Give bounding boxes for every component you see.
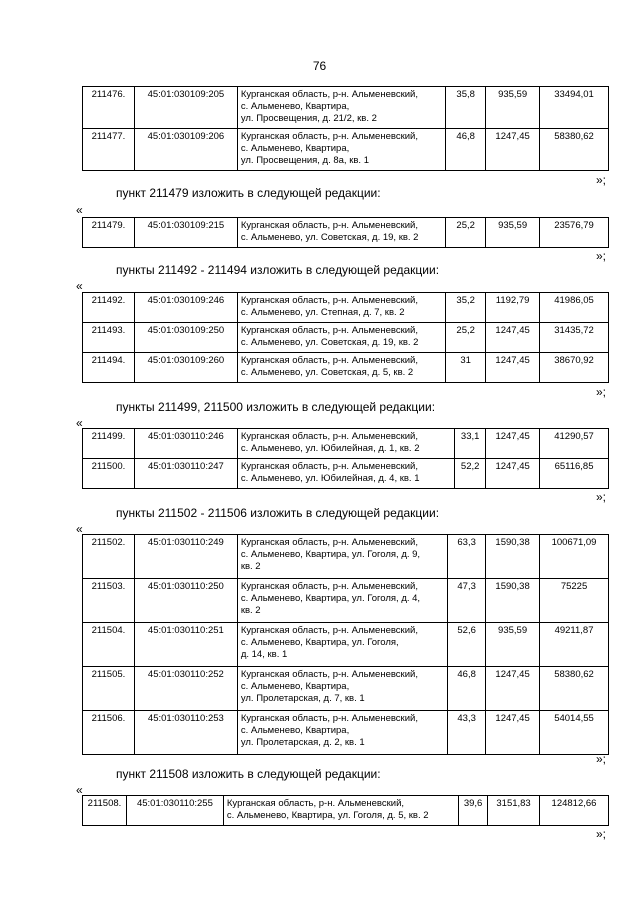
- row-number: 211506.: [83, 711, 135, 755]
- price-cell: 3151,83: [488, 796, 540, 826]
- row-number: 211505.: [83, 667, 135, 711]
- amendment-instruction: пункты 211502 - 211506 изложить в следующей редакции:: [116, 506, 440, 520]
- address-line: Курганская область, р-н. Альменевский,: [240, 355, 418, 366]
- table-row: [83, 459, 609, 489]
- table-row: [83, 667, 609, 711]
- address-line: Курганская область, р-н. Альменевский,: [226, 798, 405, 809]
- table-row: [83, 353, 609, 383]
- row-number: 211492.: [83, 293, 135, 323]
- price-cell: 1247,45: [486, 711, 540, 755]
- address-line: Курганская область, р-н. Альменевский,: [240, 625, 418, 636]
- address-line: с. Альменево, ул. Юбилейная, д. 4, кв. 1: [240, 473, 420, 484]
- row-number: 211477.: [83, 129, 135, 171]
- price-cell: 1247,45: [486, 129, 540, 171]
- cadastral-number: 45:01:030109:246: [134, 293, 237, 323]
- address-line: с. Альменево, Квартира, ул. Гоголя, д. 9,: [240, 549, 421, 560]
- price-cell: 935,59: [486, 218, 540, 248]
- address-line: с. Альменево, Квартира,: [240, 681, 350, 692]
- area-cell: 43,3: [448, 711, 486, 755]
- closing-quote: »;: [596, 249, 607, 263]
- cadastral-number: 45:01:030110:247: [134, 459, 237, 489]
- cadastral-number: 45:01:030110:250: [134, 579, 237, 623]
- address-line: кв. 2: [240, 561, 261, 572]
- total-cell: 41290,57: [540, 429, 609, 459]
- address-cell: [237, 87, 445, 129]
- address-line: ул. Пролетарская, д. 7, кв. 1: [240, 693, 365, 704]
- address-cell: [223, 796, 458, 826]
- row-number: 211479.: [83, 218, 135, 248]
- address-line: с. Альменево, Квартира,: [240, 143, 350, 154]
- address-cell: [237, 623, 447, 667]
- area-cell: 39,6: [459, 796, 488, 826]
- address-line: с. Альменево, Квартира,: [240, 725, 350, 736]
- price-cell: 1247,45: [486, 323, 540, 353]
- address-line: с. Альменево, Квартира, ул. Гоголя, д. 4,: [240, 593, 421, 604]
- area-cell: 31: [446, 353, 486, 383]
- cadastral-number: 45:01:030110:252: [134, 667, 237, 711]
- table-row: [83, 293, 609, 323]
- address-cell: [237, 129, 445, 171]
- row-number: 211504.: [83, 623, 135, 667]
- price-cell: 935,59: [486, 87, 540, 129]
- registry-table: [82, 292, 609, 383]
- address-line: Курганская область, р-н. Альменевский,: [240, 325, 418, 336]
- table-row: [83, 711, 609, 755]
- area-cell: 33,1: [455, 429, 486, 459]
- price-cell: 1247,45: [486, 459, 540, 489]
- table-row: [83, 323, 609, 353]
- address-line: Курганская область, р-н. Альменевский,: [240, 89, 418, 100]
- closing-quote: »;: [596, 385, 607, 399]
- total-cell: 58380,62: [540, 667, 609, 711]
- address-cell: [237, 429, 454, 459]
- table-row: [83, 535, 609, 579]
- closing-quote: »;: [596, 173, 607, 187]
- closing-quote: »;: [596, 752, 607, 766]
- area-cell: 52,6: [448, 623, 486, 667]
- address-cell: [237, 667, 447, 711]
- address-line: с. Альменево, Квартира, ул. Гоголя,: [240, 637, 399, 648]
- address-line: Курганская область, р-н. Альменевский,: [240, 295, 418, 306]
- price-cell: 1590,38: [486, 535, 540, 579]
- total-cell: 100671,09: [540, 535, 609, 579]
- address-line: д. 14, кв. 1: [240, 649, 288, 660]
- registry-table: [82, 428, 609, 489]
- address-line: с. Альменево, Квартира,: [240, 101, 350, 112]
- cadastral-number: 45:01:030109:205: [134, 87, 237, 129]
- total-cell: 75225: [540, 579, 609, 623]
- row-number: 211476.: [83, 87, 135, 129]
- cadastral-number: 45:01:030110:253: [134, 711, 237, 755]
- closing-quote: »;: [596, 827, 607, 841]
- address-cell: [237, 459, 454, 489]
- table-row: [83, 429, 609, 459]
- address-cell: [237, 353, 445, 383]
- row-number: 211499.: [83, 429, 135, 459]
- amendment-instruction: пункты 211492 - 211494 изложить в следующей редакции:: [116, 263, 440, 277]
- address-line: ул. Пролетарская, д. 2, кв. 1: [240, 737, 365, 748]
- address-line: Курганская область, р-н. Альменевский,: [240, 461, 418, 472]
- area-cell: 52,2: [455, 459, 486, 489]
- cadastral-number: 45:01:030109:250: [134, 323, 237, 353]
- page-number: 76: [312, 59, 327, 73]
- cadastral-number: 45:01:030109:215: [134, 218, 237, 248]
- address-line: с. Альменево, ул. Советская, д. 5, кв. 2: [240, 367, 414, 378]
- total-cell: 38670,92: [540, 353, 609, 383]
- total-cell: 49211,87: [540, 623, 609, 667]
- price-cell: 1192,79: [486, 293, 540, 323]
- address-cell: [237, 535, 447, 579]
- address-line: Курганская область, р-н. Альменевский,: [240, 220, 418, 231]
- address-line: Курганская область, р-н. Альменевский,: [240, 431, 418, 442]
- area-cell: 35,2: [446, 293, 486, 323]
- amendment-instruction: пункт 211479 изложить в следующей редакции:: [116, 186, 381, 200]
- registry-table: [82, 534, 609, 755]
- cadastral-number: 45:01:030110:249: [134, 535, 237, 579]
- address-cell: [237, 218, 445, 248]
- total-cell: 124812,66: [540, 796, 609, 826]
- total-cell: 23576,79: [540, 218, 609, 248]
- area-cell: 46,8: [446, 129, 486, 171]
- address-line: с. Альменево, ул. Степная, д. 7, кв. 2: [240, 307, 405, 318]
- total-cell: 33494,01: [540, 87, 609, 129]
- price-cell: 1247,45: [486, 353, 540, 383]
- price-cell: 1247,45: [486, 429, 540, 459]
- price-cell: 1247,45: [486, 667, 540, 711]
- table-row: [83, 218, 609, 248]
- cadastral-number: 45:01:030109:260: [134, 353, 237, 383]
- address-line: с. Альменево, ул. Советская, д. 19, кв. 2: [240, 337, 419, 348]
- area-cell: 47,3: [448, 579, 486, 623]
- table-row: [83, 129, 609, 171]
- total-cell: 54014,55: [540, 711, 609, 755]
- amendment-instruction: пункт 211508 изложить в следующей редакции:: [116, 767, 381, 781]
- table-row: [83, 579, 609, 623]
- area-cell: 35,8: [446, 87, 486, 129]
- area-cell: 25,2: [446, 218, 486, 248]
- address-line: Курганская область, р-н. Альменевский,: [240, 131, 418, 142]
- address-line: Курганская область, р-н. Альменевский,: [240, 537, 418, 548]
- price-cell: 1590,38: [486, 579, 540, 623]
- cadastral-number: 45:01:030110:251: [134, 623, 237, 667]
- row-number: 211493.: [83, 323, 135, 353]
- opening-quote: «: [76, 279, 83, 293]
- address-line: с. Альменево, ул. Юбилейная, д. 1, кв. 2: [240, 443, 420, 454]
- registry-table: [82, 217, 609, 248]
- address-cell: [237, 579, 447, 623]
- address-line: кв. 2: [240, 605, 261, 616]
- address-line: Курганская область, р-н. Альменевский,: [240, 713, 418, 724]
- cadastral-number: 45:01:030110:246: [134, 429, 237, 459]
- opening-quote: «: [76, 416, 83, 430]
- table-row: [83, 87, 609, 129]
- area-cell: 46,8: [448, 667, 486, 711]
- row-number: 211508.: [83, 796, 127, 826]
- address-line: с. Альменево, Квартира, ул. Гоголя, д. 5, кв. 2: [226, 810, 429, 821]
- amendment-instruction: пункты 211499, 211500 изложить в следующей редакции:: [116, 400, 436, 414]
- address-cell: [237, 711, 447, 755]
- cadastral-number: 45:01:030109:206: [134, 129, 237, 171]
- row-number: 211502.: [83, 535, 135, 579]
- address-line: ул. Просвещения, д. 8а, кв. 1: [240, 155, 369, 166]
- registry-table: [82, 86, 609, 171]
- address-line: с. Альменево, ул. Советская, д. 19, кв. 2: [240, 232, 419, 243]
- address-cell: [237, 323, 445, 353]
- area-cell: 63,3: [448, 535, 486, 579]
- address-line: Курганская область, р-н. Альменевский,: [240, 669, 418, 680]
- total-cell: 65116,85: [540, 459, 609, 489]
- area-cell: 25,2: [446, 323, 486, 353]
- opening-quote: «: [76, 522, 83, 536]
- registry-table: [82, 795, 609, 826]
- row-number: 211494.: [83, 353, 135, 383]
- opening-quote: «: [76, 783, 83, 797]
- price-cell: 935,59: [486, 623, 540, 667]
- total-cell: 31435,72: [540, 323, 609, 353]
- table-row: [83, 796, 609, 826]
- closing-quote: »;: [596, 490, 607, 504]
- address-line: ул. Просвещения, д. 21/2, кв. 2: [240, 113, 377, 124]
- address-cell: [237, 293, 445, 323]
- total-cell: 58380,62: [540, 129, 609, 171]
- cadastral-number: 45:01:030110:255: [126, 796, 223, 826]
- opening-quote: «: [76, 203, 83, 217]
- table-row: [83, 623, 609, 667]
- row-number: 211500.: [83, 459, 135, 489]
- address-line: Курганская область, р-н. Альменевский,: [240, 581, 418, 592]
- row-number: 211503.: [83, 579, 135, 623]
- total-cell: 41986,05: [540, 293, 609, 323]
